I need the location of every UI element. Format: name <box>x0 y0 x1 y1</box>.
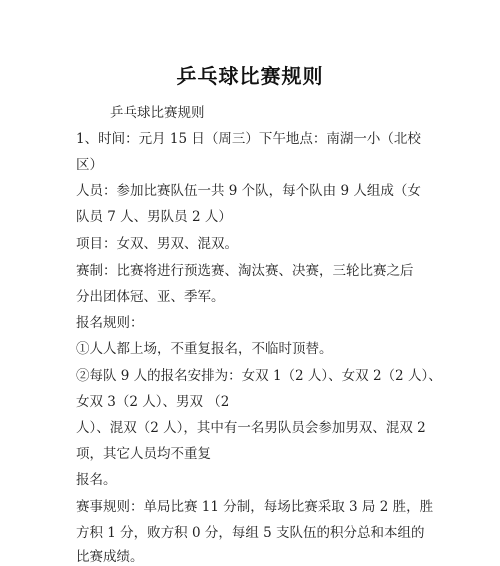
text-line: 队员 7 人、男队员 2 人） <box>76 209 232 225</box>
text-line: 赛制：比赛将进行预选赛、淘汰赛、决赛，三轮比赛之后 <box>76 263 414 279</box>
text-line: 报名。 <box>76 472 117 488</box>
text-line: 方积 1 分，败方积 0 分，每组 5 支队伍的积分总和本组的 <box>76 525 425 541</box>
text-line: ②每队 9 人的报名安排为：女双 1（2 人）、女双 2（2 人）、 <box>76 368 442 384</box>
document-title: 乒乓球比赛规则 <box>176 64 324 88</box>
text-line: ①人人都上场，不重复报名，不临时顶替。 <box>76 341 333 357</box>
text-line: 人）、混双（2 人），其中有一名男队员会参加男双、混双 2 <box>76 420 426 436</box>
text-line: 报名规则： <box>76 315 144 331</box>
document-subtitle: 乒乓球比赛规则 <box>110 105 205 121</box>
text-line: 比赛成绩。 <box>76 549 144 565</box>
text-line: 人员：参加比赛队伍一共 9 个队，每个队由 9 人组成（女 <box>76 183 421 199</box>
text-line: 1、时间：元月 15 日（周三）下午地点：南湖一小（北校 <box>76 131 421 147</box>
text-line: 分出团体冠、亚、季军。 <box>76 289 225 305</box>
text-line: 项，其它人员均不重复 <box>76 446 211 462</box>
text-line: 项目：女双、男双、混双。 <box>76 236 238 252</box>
text-line: 区） <box>76 157 103 173</box>
text-line: 女双 3（2 人）、男双 （2 <box>76 394 230 410</box>
text-line: 赛事规则：单局比赛 11 分制，每场比赛采取 3 局 2 胜，胜 <box>76 499 434 515</box>
